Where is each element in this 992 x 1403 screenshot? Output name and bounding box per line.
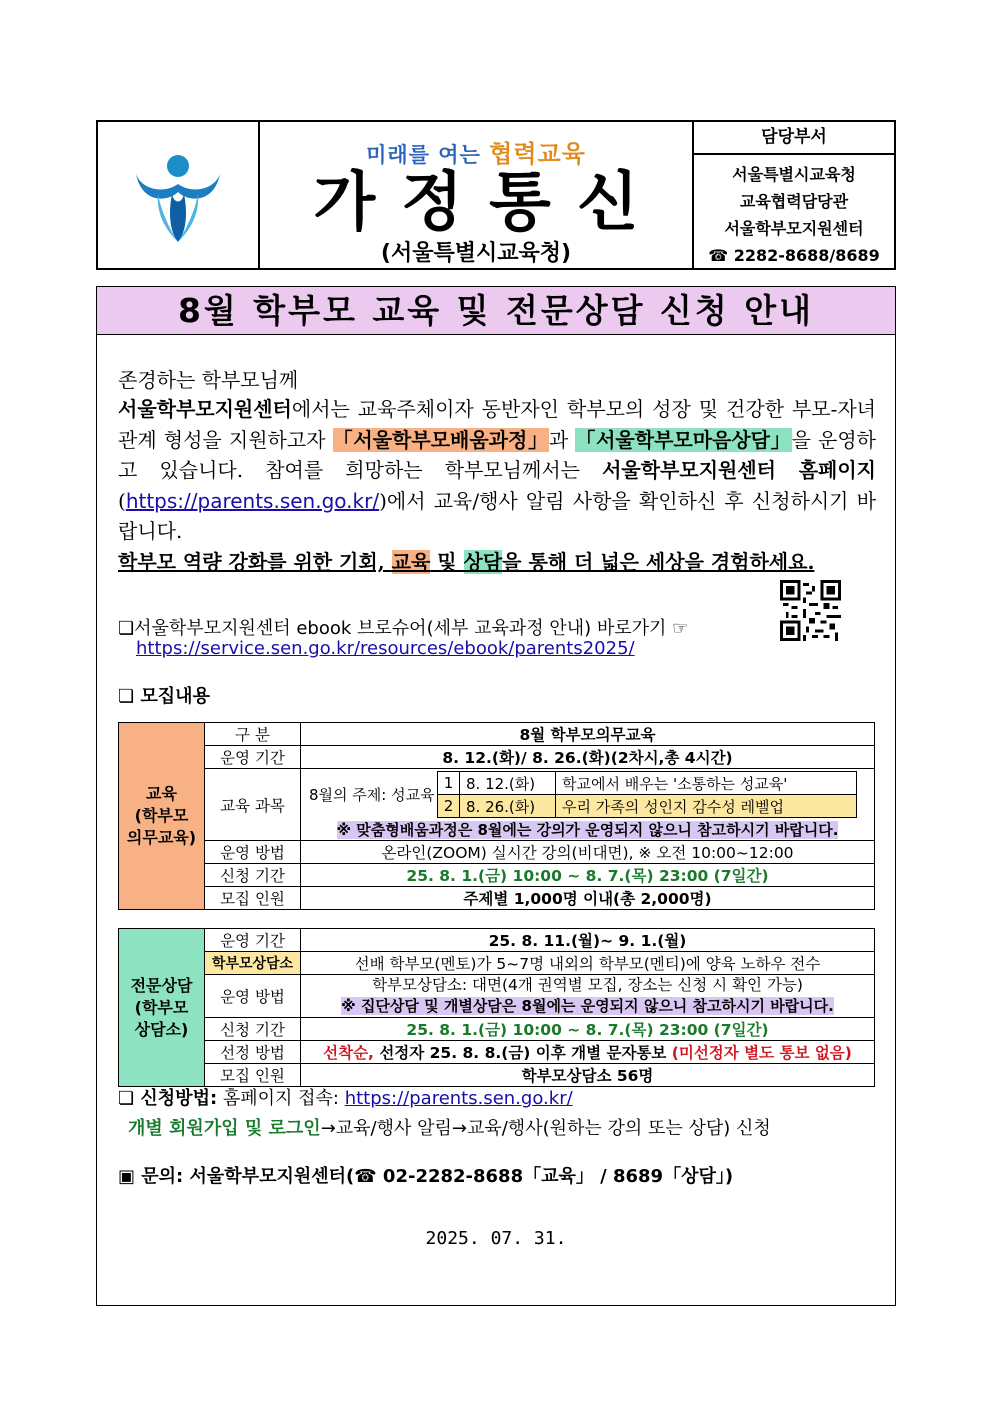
counsel-method-cell <box>301 975 875 1018</box>
division-value: 8월 학부모의무교육 <box>301 723 875 746</box>
contact-info: ▣ 문의: 서울학부모지원센터(☎ 02-2282-8688「교육」 / 8689「상담」) <box>118 1166 734 1187</box>
recruit-heading: ❏ 모집내용 <box>118 686 210 707</box>
apply-steps-text: →교육/행사 알림→교육/행사(원하는 강의 또는 상담) 신청 <box>320 1118 771 1139</box>
counsel-apply-label: 신청 기간 <box>205 1018 301 1041</box>
letter-header <box>96 120 896 270</box>
apply-step-green: 개별 회원가입 및 로그인 <box>128 1118 321 1139</box>
homepage-link[interactable]: https://parents.sen.go.kr/ <box>125 488 380 513</box>
topic-label: 8월의 주제: 성교육 <box>309 786 435 805</box>
counsel-apply-value: 25. 8. 1.(금) 10:00 ~ 8. 7.(목) 23:00 (7일간) <box>301 1018 875 1041</box>
course-topics-cell <box>301 769 875 819</box>
counsel-category: 전문상담 (학부모 상담소) <box>119 929 205 1087</box>
topic-date: 8. 26.(화) <box>460 795 556 818</box>
motto-text: 및 <box>430 550 464 574</box>
motto-text: 을 통해 더 넓은 세상을 경험하세요. <box>502 550 815 574</box>
counsel-period-label: 운영 기간 <box>205 929 301 952</box>
period-value: 8. 12.(화)/ 8. 26.(화)(2차시,총 4시간) <box>301 746 875 769</box>
seoul-education-emblem-icon <box>128 144 228 244</box>
apply-period-label: 신청 기간 <box>205 864 301 887</box>
counsel-highlight: 「서울학부모마음상담」 <box>575 427 792 452</box>
topic-title: 우리 가족의 성인지 감수성 레벨업 <box>556 795 857 818</box>
topic-title: 학교에서 배우는 '소통하는 성교육' <box>556 772 857 795</box>
select-mid: 선정자 25. 8. 8.(금) 이후 개별 문자통보 <box>373 1044 672 1062</box>
motto-counsel-highlight: 상담 <box>463 550 503 574</box>
issue-date: 2025. 07. 31. <box>425 1228 567 1249</box>
select-first: 선착순, <box>323 1044 374 1062</box>
department-box <box>694 122 894 268</box>
notice-banner: 8월 학부모 교육 및 전문상담 신청 안내 <box>97 287 895 335</box>
seoul-education-logo <box>98 122 260 268</box>
ebook-label: ❏서울학부모지원센터 ebook 브로슈어(세부 교육과정 안내) 바로가기 ☞ <box>118 618 689 639</box>
counsel-period-value: 25. 8. 11.(월)~ 9. 1.(월) <box>301 929 875 952</box>
slogan-part2: 협력교육 <box>489 140 586 168</box>
department-line: 서울학부모지원센터 <box>724 219 864 238</box>
apply-steps <box>128 1114 771 1140</box>
counsel-count-label: 모집 인원 <box>205 1064 301 1087</box>
page-subtitle: (서울특별시교육청) <box>380 241 572 266</box>
counsel-table <box>118 928 875 1087</box>
division-label: 구 분 <box>205 723 301 746</box>
ebook-link[interactable]: https://service.sen.go.kr/resources/ebook/parents2025/ <box>136 638 635 659</box>
slogan <box>260 134 692 169</box>
education-category: 교육 (학부모 의무교육) <box>119 723 205 910</box>
page-title: 가정통신 <box>313 166 665 240</box>
counsel-count-value: 학부모상담소 56명 <box>301 1064 875 1087</box>
motto <box>118 546 814 575</box>
office-value: 선배 학부모(멘토)가 5~7명 내외의 학부모(멘티)에 양육 노하우 전수 <box>301 952 875 975</box>
count-label: 모집 인원 <box>205 887 301 910</box>
greeting: 존경하는 학부모님께 <box>118 368 299 392</box>
topic-row <box>438 772 857 795</box>
topic-number: 1 <box>438 772 460 795</box>
department-line: 교육협력담당관 <box>739 192 849 211</box>
paragraph-text: 과 <box>548 427 576 452</box>
select-cell <box>301 1041 875 1064</box>
apply-link[interactable]: https://parents.sen.go.kr/ <box>344 1088 573 1109</box>
course-note: ※ 맞춤형배움과정은 8월에는 강의가 운영되지 않으니 참고하시기 바랍니다. <box>336 820 839 839</box>
method-label: 운영 방법 <box>205 841 301 864</box>
period-label: 운영 기간 <box>205 746 301 769</box>
paragraph-text: 을 운영하고 있습니다. 참여를 희망하는 학부모님께서는 <box>118 427 876 482</box>
method-value: 온라인(ZOOM) 실시간 강의(비대면), ※ 오전 10:00~12:00 <box>301 841 875 864</box>
topics-table <box>437 771 857 818</box>
site-name: 서울학부모지원센터 홈페이지 <box>602 458 876 482</box>
department-line: 서울특별시교육청 <box>732 165 856 184</box>
center-name: 서울학부모지원센터 <box>118 397 292 421</box>
motto-text: 학부모 역량 강화를 위한 기회, <box>118 550 392 574</box>
paragraph-text: 에서는 교육주체이자 동반자인 학부모의 성장 및 건강한 부모-자녀 관계 형성을 지원하고자 <box>118 397 876 452</box>
department-label: 담당부서 <box>694 122 894 155</box>
count-value: 주제별 1,000명 이내(총 2,000명) <box>301 887 875 910</box>
counsel-method-label: 운영 방법 <box>205 975 301 1018</box>
header-title-block <box>260 122 694 268</box>
course-highlight: 「서울학부모배움과정」 <box>332 427 549 452</box>
office-label: 학부모상담소 <box>205 952 301 975</box>
intro-paragraph: 서울학부모지원센터에서는 교육주체이자 동반자인 학부모의 성장 및 건강한 부모-자녀 관계 형성을 지원하고자 「서울학부모배움과정」과 「서울학부모마음상담」을 운영하고 있습니다. 참여를 희망하는 학부모님께서는 서울학부모지원센터 홈페이지(https://parents.sen.go.kr/)에서 교육/행사 알림 사항을 확인하신 후 신청하시기 바랍니다. <box>118 397 876 543</box>
apply-text: 홈페이지 접속: <box>217 1088 345 1109</box>
qr-code-icon[interactable] <box>780 580 841 641</box>
course-label: 교육 과목 <box>205 769 301 841</box>
counsel-method-note: ※ 집단상담 및 개별상담은 8월에는 운영되지 않으니 참고하시기 바랍니다. <box>341 997 834 1015</box>
select-note: (미선정자 별도 통보 없음) <box>671 1044 852 1062</box>
apply-period-value: 25. 8. 1.(금) 10:00 ~ 8. 7.(목) 23:00 (7일간) <box>301 864 875 887</box>
apply-label: ❏ 신청방법: <box>118 1088 218 1109</box>
select-label: 선정 방법 <box>205 1041 301 1064</box>
paragraph-text: 에서 교육/행사 알림 사항을 확인하신 후 신청하시기 바랍니다. <box>118 488 876 543</box>
education-table <box>118 722 875 910</box>
counsel-method-value: 학부모상담소: 대면(4개 권역별 모집, 장소는 신청 시 확인 가능) <box>372 976 803 994</box>
topic-row <box>438 795 857 818</box>
topic-number: 2 <box>438 795 460 818</box>
motto-edu-highlight: 교육 <box>391 550 431 574</box>
apply-method <box>118 1084 573 1110</box>
department-phone: ☎ 2282-8688/8689 <box>708 246 880 265</box>
topic-date: 8. 12.(화) <box>460 772 556 795</box>
slogan-part1: 미래를 여는 <box>366 143 481 167</box>
course-note-cell <box>301 819 875 841</box>
